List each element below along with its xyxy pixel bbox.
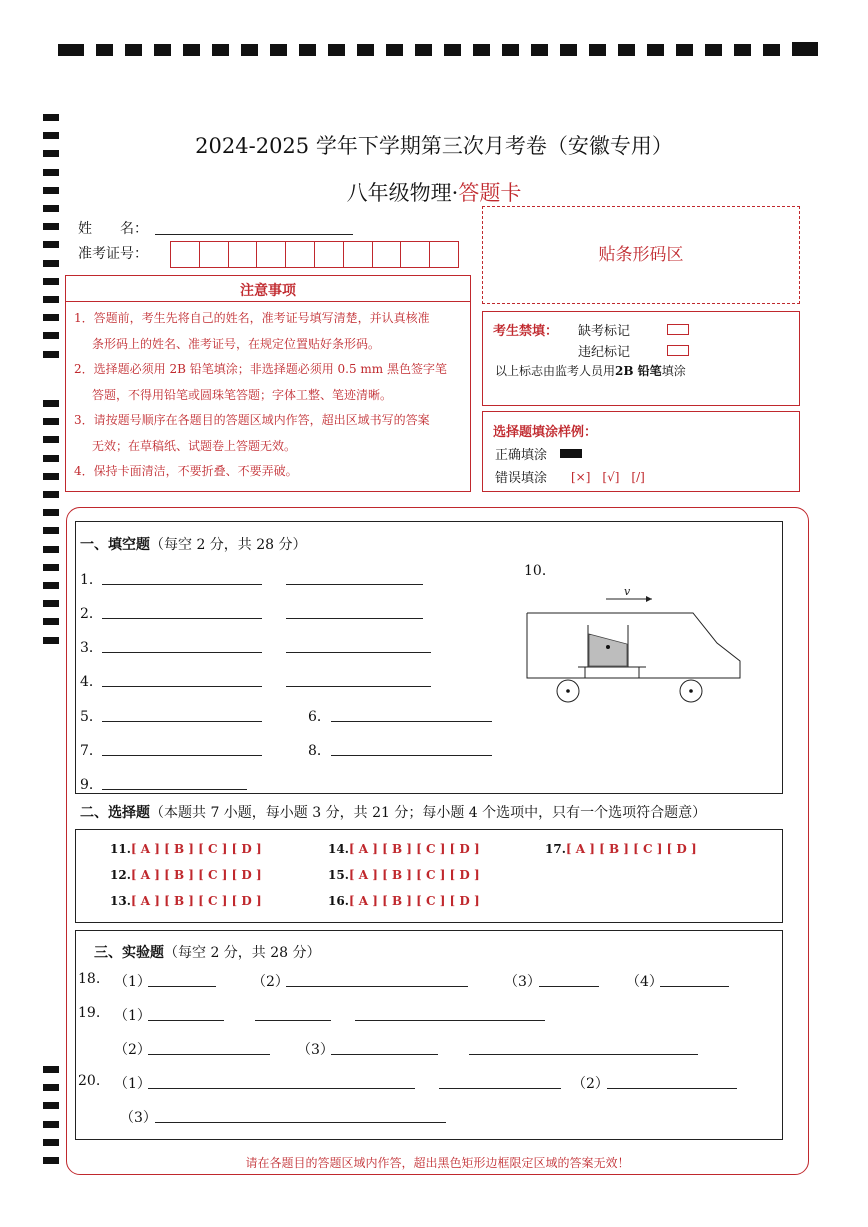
timing-mark [43,314,59,321]
q3-blank-2[interactable] [286,652,431,653]
timing-mark [43,296,59,303]
name-label: 姓 名： [78,221,148,237]
notice-title: 注意事项 [240,283,296,299]
q19-part1-blank-3[interactable] [355,1020,545,1021]
forbidden-box [482,311,800,406]
q9-blank[interactable] [102,789,247,790]
notice-box [65,275,471,492]
notice-item-4: 4．保持卡面清洁，不要折叠、不要弄破。 [74,464,298,478]
timing-mark [43,491,59,498]
section1-heading: 一、填空题（每空 2 分，共 28 分） [80,537,307,553]
q5-blank[interactable] [102,721,262,722]
card-type: 答题卡 [458,181,522,205]
sample-box [482,411,800,492]
q16-options[interactable]: 16.[ A ] [ B ] [ C ] [ D ] [328,894,480,908]
section2-heading: 二、选择题（本题共 7 小题，每小题 3 分，共 21 分；每小题 4 个选项中，只有一个选项符合题意） [80,805,707,821]
timing-mark [43,473,59,480]
q19-part2-blank[interactable] [148,1054,270,1055]
absent-label: 缺考标记 [578,324,631,339]
timing-mark [43,260,59,267]
q14-options[interactable]: 14.[ A ] [ B ] [ C ] [ D ] [328,842,480,856]
velocity-label: v [624,585,631,598]
q1-blank-1[interactable] [102,584,262,585]
q18-part1-label: （1） [114,974,151,990]
exam-id-boxes[interactable] [170,241,459,268]
notice-item-1: 1．答题前，考生先将自己的姓名，准考证号填写清楚，并认真核准 [74,311,430,325]
q18-part3-blank[interactable] [539,986,599,987]
timing-mark [43,509,59,516]
q8-number: 8． [308,743,331,759]
timing-mark [43,436,59,443]
q18-part4-label: （4） [626,974,663,990]
q6-number: 6． [308,709,331,725]
timing-mark [43,332,59,339]
barcode-label: 贴条形码区 [598,245,684,265]
subject-name: 八年级物理 [346,181,452,205]
q6-blank[interactable] [331,721,492,722]
correct-label: 正确填涂 [495,448,548,463]
notice-item-2-cont: 答题，不得用铅笔或圆珠笔答题；字体工整、笔迹清晰。 [92,387,393,402]
q3-number: 3． [80,640,103,656]
q3-blank-1[interactable] [102,652,262,653]
timing-mark [43,1121,59,1128]
correct-sample-mark [560,449,582,458]
q20-part3-blank[interactable] [155,1122,446,1123]
timing-mark [43,241,59,248]
q10-number: 10． [524,563,556,579]
timing-mark [43,527,59,534]
q19-part1-label: （1） [114,1008,151,1024]
timing-mark [43,278,59,285]
timing-mark [43,564,59,571]
q19-part3-label: （3） [297,1042,334,1058]
q4-blank-1[interactable] [102,686,262,687]
q2-blank-2[interactable] [286,618,423,619]
q2-blank-1[interactable] [102,618,262,619]
timing-mark [43,400,59,407]
q18-part2-label: （2） [252,974,289,990]
notice-item-3-cont: 无效；在草稿纸、试题卷上答题无效。 [92,438,297,453]
q19-part3-blank-1[interactable] [331,1054,438,1055]
timing-mark [43,600,59,607]
violation-label: 违纪标记 [578,345,631,360]
timing-mark [43,351,59,358]
timing-mark [43,169,59,176]
barcode-area [482,206,800,304]
q20-part1-blank-2[interactable] [439,1088,561,1089]
q19-number: 19. [78,1005,101,1021]
q18-part4-blank[interactable] [660,986,729,987]
forbidden-note: 以上标志由监考人员用2B 铅笔填涂 [495,364,686,378]
subtitle-dot: · [451,181,459,205]
timing-mark [43,637,59,644]
q18-part2-blank[interactable] [286,986,468,987]
name-field[interactable] [155,234,353,235]
notice-item-1-cont: 条形码上的姓名、准考证号，在规定位置贴好条形码。 [92,336,381,351]
section3-heading: 三、实验题（每空 2 分，共 28 分） [94,945,321,961]
q13-options[interactable]: 13.[ A ] [ B ] [ C ] [ D ] [110,894,262,908]
q2-number: 2． [80,606,103,622]
timing-mark [43,1102,59,1109]
wrong-label: 错误填涂 [495,471,548,486]
q10-vehicle-diagram[interactable] [520,585,750,710]
q7-number: 7． [80,743,103,759]
notice-item-2: 2．选择题必须用 2B 铅笔填涂；非选择题必须用 0.5 mm 黑色签字笔 [74,362,448,376]
sample-title: 选择题填涂样例： [493,425,598,440]
q18-part3-label: （3） [504,974,541,990]
q4-blank-2[interactable] [286,686,431,687]
notice-item-3: 3．请按题号顺序在各题目的答题区域内作答，超出区域书写的答案 [74,413,430,427]
q20-part2-label: （2） [572,1076,609,1092]
q18-number: 18. [78,971,101,987]
forbidden-title: 考生禁填： [493,324,559,339]
q20-part2-blank[interactable] [607,1088,737,1089]
timing-mark [43,223,59,230]
q17-options[interactable]: 17.[ A ] [ B ] [ C ] [ D ] [545,842,697,856]
timing-mark [43,418,59,425]
timing-mark [43,618,59,625]
page-subtitle [0,177,868,207]
q18-part1-blank[interactable] [148,986,216,987]
q19-part1-blank-2[interactable] [255,1020,331,1021]
q20-part1-blank-1[interactable] [148,1088,415,1089]
timing-mark [43,1139,59,1146]
timing-mark [43,1157,59,1164]
q11-options[interactable]: 11.[ A ] [ B ] [ C ] [ D ] [110,842,262,856]
q1-number: 1． [80,572,103,588]
q19-part2-label: （2） [114,1042,151,1058]
exam-id-label: 准考证号： [78,246,148,262]
q20-number: 20. [78,1073,101,1089]
timing-mark [43,455,59,462]
q8-blank[interactable] [331,755,492,756]
absent-mark-box[interactable] [667,324,689,335]
q19-part1-blank-1[interactable] [148,1020,224,1021]
timing-mark [43,546,59,553]
q15-options[interactable]: 15.[ A ] [ B ] [ C ] [ D ] [328,868,480,882]
q4-number: 4． [80,674,103,690]
footer-warning: 请在各题目的答题区域内作答，超出黑色矩形边框限定区域的答案无效！ [245,1156,630,1170]
wrong-sample-marks: [×] [√] [/] [571,470,645,484]
violation-mark-box[interactable] [667,345,689,356]
q7-blank[interactable] [102,755,262,756]
q1-blank-2[interactable] [286,584,423,585]
page-title: 2024-2025 学年下学期第三次月考卷（安徽专用） [195,134,673,158]
q12-options[interactable]: 12.[ A ] [ B ] [ C ] [ D ] [110,868,262,882]
timing-mark [43,1084,59,1091]
q20-part3-label: （3） [120,1110,157,1126]
q19-part3-blank-2[interactable] [469,1054,698,1055]
timing-mark [43,114,59,121]
q9-number: 9． [80,777,103,793]
timing-mark [43,1066,59,1073]
q5-number: 5． [80,709,103,725]
timing-mark [43,582,59,589]
q20-part1-label: （1） [114,1076,151,1092]
